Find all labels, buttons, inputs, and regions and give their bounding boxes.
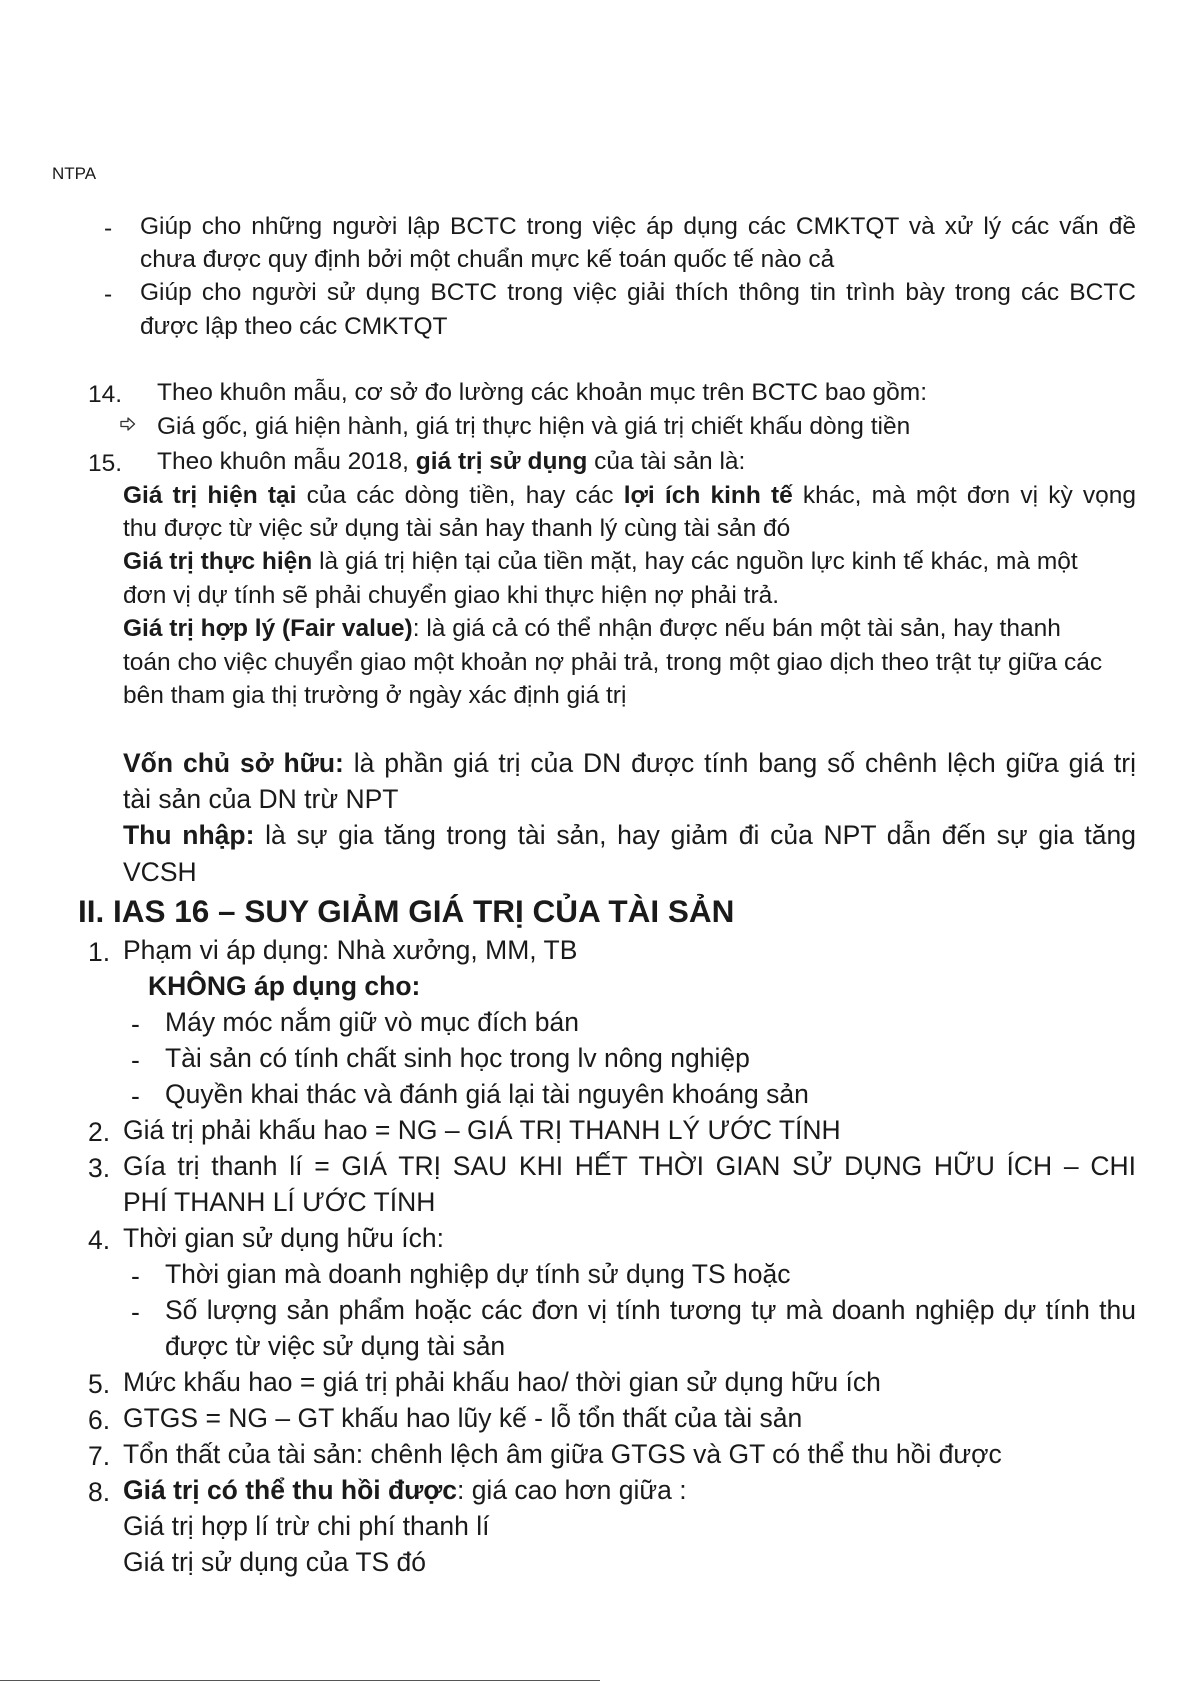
item-5-text: Mức khấu hao = giá trị phải khấu hao/ thời gian sử dụng hữu ích — [123, 1367, 881, 1397]
q15-number: 15. — [88, 450, 123, 477]
income-line1: Thu nhập: là sự gia tăng trong tài sản, hay giảm đi của NPT dẫn đến sự gia tăng — [123, 820, 1136, 850]
bullet-dash: - — [131, 1261, 140, 1291]
section-title: II. IAS 16 – SUY GIẢM GIÁ TRỊ CỦA TÀI SẢN — [78, 893, 735, 929]
q15-p3-line2: toán cho việc chuyển giao một khoản nợ phải trả, trong một giao dịch theo trật tự giữa các — [123, 649, 1103, 676]
header-label: NTPA — [52, 164, 97, 183]
item-6-text: GTGS = NG – GT khấu hao lũy kế - lỗ tổn thất của tài sản — [123, 1403, 803, 1433]
item-2-number: 2. — [88, 1117, 111, 1147]
not-apply-item: Tài sản có tính chất sinh học trong lv nông nghiệp — [165, 1043, 750, 1073]
bullet-dash: - — [104, 281, 113, 308]
item-8-line2: Giá trị hợp lí trừ chi phí thanh lí — [123, 1511, 490, 1541]
item-3-number: 3. — [88, 1153, 111, 1183]
not-apply-item: Máy móc nắm giữ vò mục đích bán — [165, 1007, 579, 1037]
bullet-dash: - — [131, 1297, 140, 1327]
not-apply-heading: KHÔNG áp dụng cho: — [148, 971, 421, 1001]
q15-text: Theo khuôn mẫu 2018, giá trị sử dụng của tài sản là: — [157, 448, 746, 475]
q15-p1-line1: Giá trị hiện tại của các dòng tiền, hay các lợi ích kinh tế khác, mà một đơn vị kỳ vọng — [123, 482, 1136, 509]
equity-line2: tài sản của DN trừ NPT — [123, 784, 399, 814]
arrow-right-icon — [120, 416, 136, 432]
item-4-number: 4. — [88, 1225, 111, 1255]
bullet-dash: - — [131, 1045, 140, 1075]
bullet-dash: - — [131, 1081, 140, 1111]
item-4-sub2-line2: được từ việc sử dụng tài sản — [165, 1331, 506, 1361]
item-6-number: 6. — [88, 1405, 111, 1435]
item-5-number: 5. — [88, 1369, 111, 1399]
intro-bullet-2-line1: Giúp cho người sử dụng BCTC trong việc giải thích thông tin trình bày trong các BCTC — [140, 279, 1136, 306]
q14-text: Theo khuôn mẫu, cơ sở đo lường các khoản mục trên BCTC bao gồm: — [157, 379, 928, 406]
bottom-divider — [0, 1680, 600, 1681]
q15-p3-line1: Giá trị hợp lý (Fair value): là giá cả có thể nhận được nếu bán một tài sản, hay thanh — [123, 615, 1061, 642]
item-4-sub1: Thời gian mà doanh nghiệp dự tính sử dụng TS hoặc — [165, 1259, 791, 1289]
item-3-line1: Gía trị thanh lí = GIÁ TRỊ SAU KHI HẾT THỜI GIAN SỬ DỤNG HỮU ÍCH – CHI — [123, 1151, 1136, 1181]
q15-p3-line3: bên tham gia thị trường ở ngày xác định giá trị — [123, 682, 627, 709]
intro-bullet-2-line2: được lập theo các CMKTQT — [140, 313, 448, 340]
item-2-text: Giá trị phải khấu hao = NG – GIÁ TRỊ THANH LÝ ƯỚC TÍNH — [123, 1115, 841, 1145]
intro-bullet-1-line2: chưa được quy định bởi một chuẩn mực kế toán quốc tế nào cả — [140, 246, 835, 273]
item-4-text: Thời gian sử dụng hữu ích: — [123, 1223, 444, 1253]
item-1-number: 1. — [88, 937, 111, 967]
item-7-text: Tổn thất của tài sản: chênh lệch âm giữa GTGS và GT có thể thu hồi được — [123, 1439, 1002, 1469]
q14-number: 14. — [88, 381, 123, 408]
q14-answer: Giá gốc, giá hiện hành, giá trị thực hiện và giá trị chiết khấu dòng tiền — [157, 413, 911, 440]
equity-line1: Vốn chủ sở hữu: là phần giá trị của DN được tính bang số chênh lệch giữa giá trị — [123, 748, 1137, 778]
item-7-number: 7. — [88, 1441, 111, 1471]
q15-p1-line2: thu được từ việc sử dụng tài sản hay thanh lý cùng tài sản đó — [123, 515, 791, 542]
q15-p2-line1: Giá trị thực hiện là giá trị hiện tại của tiền mặt, hay các nguồn lực kinh tế khác, mà một — [123, 548, 1078, 575]
bullet-dash: - — [131, 1009, 140, 1039]
item-1-text: Phạm vi áp dụng: Nhà xưởng, MM, TB — [123, 935, 578, 965]
item-8-line3: Giá trị sử dụng của TS đó — [123, 1547, 427, 1577]
item-3-line2: PHÍ THANH LÍ ƯỚC TÍNH — [123, 1187, 436, 1217]
item-8-number: 8. — [88, 1477, 111, 1507]
q15-p2-line2: đơn vị dự tính sẽ phải chuyển giao khi thực hiện nợ phải trả. — [123, 582, 780, 609]
item-4-sub2-line1: Số lượng sản phẩm hoặc các đơn vị tính tương tự mà doanh nghiệp dự tính thu — [165, 1295, 1136, 1325]
income-line2: VCSH — [123, 857, 197, 887]
intro-bullet-1-line1: Giúp cho những người lập BCTC trong việc áp dụng các CMKTQT và xử lý các vấn đề — [140, 213, 1136, 240]
not-apply-item: Quyền khai thác và đánh giá lại tài nguyên khoáng sản — [165, 1079, 809, 1109]
bullet-dash: - — [104, 215, 113, 242]
item-8-text: Giá trị có thể thu hồi được: giá cao hơn giữa : — [123, 1475, 687, 1505]
